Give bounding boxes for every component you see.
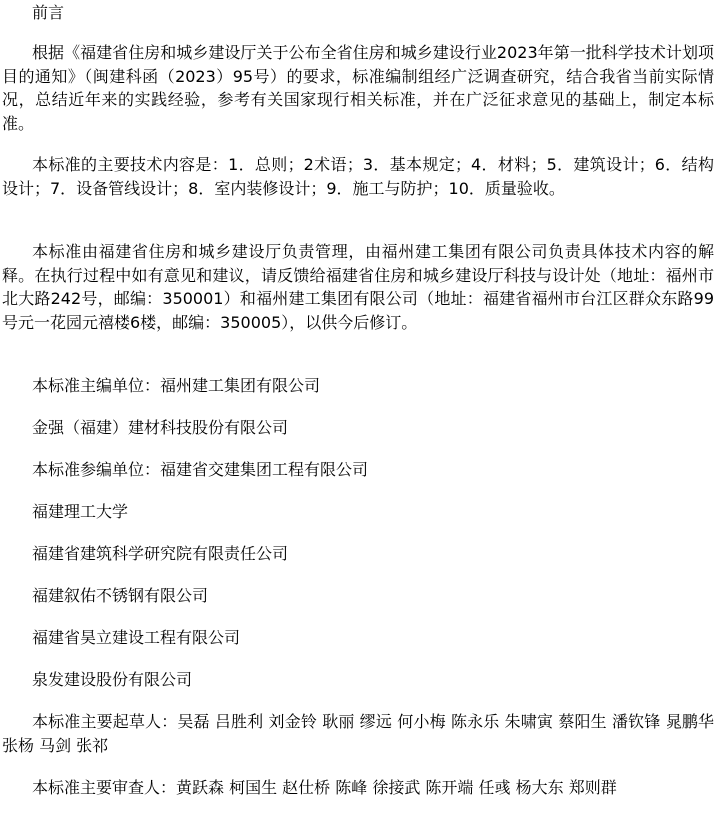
paragraph-drafters: 本标准主要起草人：吴磊 吕胜利 刘金铃 耿丽 缪远 何小梅 陈永乐 朱啸寅 蔡阳生 潘钦锋 晁鹏华 张杨 马剑 张祁 bbox=[2, 712, 714, 755]
page-title: 前言 bbox=[32, 3, 65, 22]
paragraph-management: 本标准由福建省住房和城乡建设厅负责管理，由福州建工集团有限公司负责具体技术内容的解释。在执行过程中如有意见和建议，请反馈给福建省住房和城乡建设厅科技与设计处（地址：福州市北大路242号，邮编：350001）和福州建工集团有限公司（地址：福建省福州市台江区群众东路99号元一花园元禧楼6楼，邮编：350005），以供今后修订。 bbox=[2, 242, 714, 332]
paragraph-technical-content: 本标准的主要技术内容是：1．总则；2术语；3．基本规定；4．材料；5．建筑设计；6．结构设计；7．设备管线设计；8．室内装修设计；9．施工与防护；10．质量验收。 bbox=[2, 155, 714, 198]
paragraph-basis: 根据《福建省住房和城乡建设厅关于公布全省住房和城乡建设行业2023年第一批科学技术计划项目的通知》（闽建科函（2023）95号）的要求，标准编制组经广泛调查研究，结合我省当前实际情况，总结近年来的实践经验，参考有关国家现行相关标准，并在广泛征求意见的基础上，制定本标准。 bbox=[2, 43, 714, 133]
paragraph-chief-editor-unit-2: 金强（福建）建材科技股份有限公司 bbox=[32, 418, 289, 437]
paragraph-reviewers: 本标准主要审查人：黄跃森 柯国生 赵仕桥 陈峰 徐接武 陈开端 任彧 杨大东 郑则群 bbox=[32, 778, 617, 797]
paragraph-participating-unit-5: 福建省昊立建设工程有限公司 bbox=[32, 628, 241, 647]
paragraph-participating-unit-4: 福建叙佑不锈钢有限公司 bbox=[32, 586, 209, 605]
paragraph-participating-unit-2: 福建理工大学 bbox=[32, 502, 129, 521]
paragraph-chief-editor-unit: 本标准主编单位：福州建工集团有限公司 bbox=[32, 376, 321, 395]
paragraph-participating-unit-3: 福建省建筑科学研究院有限责任公司 bbox=[32, 544, 289, 563]
paragraph-participating-unit-6: 泉发建设股份有限公司 bbox=[32, 670, 193, 689]
paragraph-participating-unit: 本标准参编单位：福建省交建集团工程有限公司 bbox=[32, 460, 369, 479]
